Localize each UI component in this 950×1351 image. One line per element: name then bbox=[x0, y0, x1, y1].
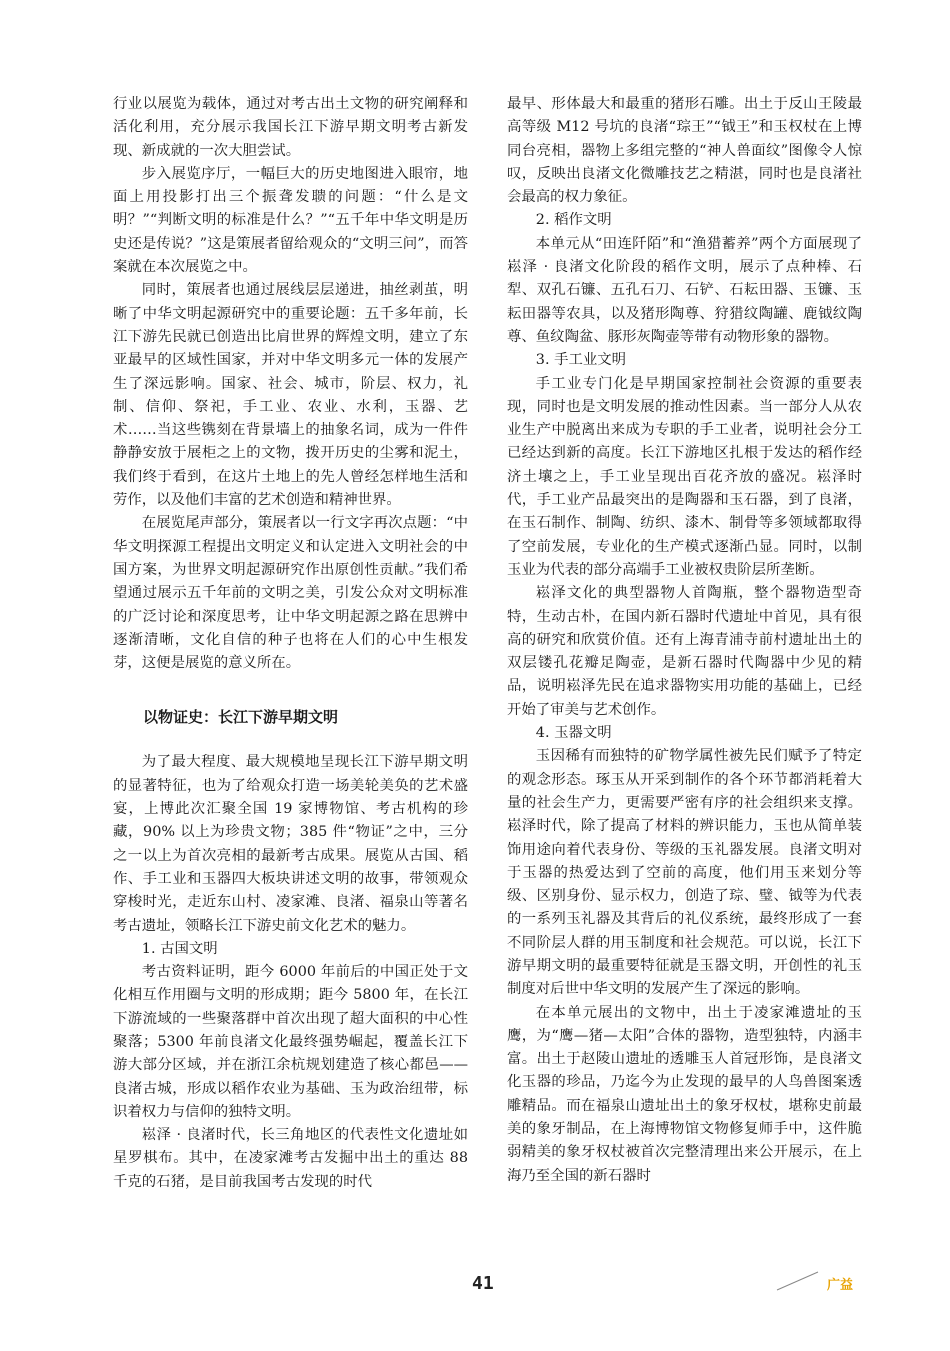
page-number: 41 bbox=[472, 1273, 494, 1294]
subheading: 2. 稻作文明 bbox=[535, 212, 612, 229]
subheading: 4. 玉器文明 bbox=[535, 725, 612, 742]
paragraph: 本单元从“田连阡陌”和“渔猎蓄养”两个方面展现了崧泽 · 良渚文化阶段的稻作文明，展示了点种棒、石犁、双孔石镰、五孔石刀、石铲、石耘田器、玉镰、玉耘田器等农具，以及猪形陶尊、狩猎纹陶罐、鹿钺纹陶尊、鱼纹陶盆、豚形灰陶壶等带有动物形象的器物。 bbox=[507, 235, 862, 345]
paragraph: 手工业专门化是早期国家控制社会资源的重要表现，同时也是文明发展的推动性因素。当一部分人从农业生产中脱离出来成为专职的手工业者，说明社会分工已经达到新的高度。长江下游地区扎根于发达的稻作经济土壤之上，手工业呈现出百花齐放的盛况。崧泽时代，手工业产品最突出的是陶器和玉石器，到了良渚，在玉石制作、制陶、纺织、漆木、制骨等多领域都取得了空前发展，专业化的生产模式逐渐凸显。同时，以制玉业为代表的部分高端手工业被权贵阶层所垄断。 bbox=[507, 375, 862, 578]
paragraph: 崧泽 · 良渚时代，长三角地区的代表性文化遗址如星罗棋布。其中，在凌家滩考古发掘中出土的重达 88 千克的石猪，是目前我国考古发现的时代 bbox=[113, 1127, 468, 1190]
subheading: 3. 手工业文明 bbox=[535, 352, 627, 369]
right-column bbox=[507, 93, 862, 1188]
paragraph: 玉因稀有而独特的矿物学属性被先民们赋予了特定的观念形态。琢玉从开采到制作的各个环节都消耗着大量的社会生产力，更需要严密有序的社会组织来支撑。崧泽时代，除了提高了材料的辨识能力，玉也从简单装饰用途向着代表身份、等级的玉礼器发展。良渚文明对于玉器的热爱达到了空前的高度，他们用玉来划分等级、区别身份、显示权力，创造了琮、璧、钺等为代表的一系列玉礼器及其背后的礼仪系统，最终形成了一套不同阶层人群的用玉制度和社会规范。可以说，长江下游早期文明的最重要特征就是玉器文明，开创性的礼玉制度对后世中华文明的发展产生了深远的影响。 bbox=[507, 748, 862, 998]
paragraph: 在本单元展出的文物中，出土于凌家滩遗址的玉鹰，为“鹰—猪—太阳”合体的器物，造型独特，内涵丰富。出土于赵陵山遗址的透雕玉人首冠形饰，是良渚文化玉器的珍品，乃迄今为止发现的最早的人鸟兽图案透雕精品。而在福泉山遗址出土的象牙权杖，堪称史前最美的象牙制品，在上海博物馆文物修复师手中，这件脆弱精美的象牙权杖被首次完整清理出来公开展示，在上海乃至全国的新石器时 bbox=[507, 1004, 862, 1184]
magazine-section-label: 广益 bbox=[827, 1278, 854, 1293]
paragraph: 为了最大程度、最大规模地呈现长江下游早期文明的显著特征，也为了给观众打造一场美轮美奂的艺术盛宴，上博此次汇聚全国 19 家博物馆、考古机构的珍藏，90% 以上为珍贵文物；385 件“物证”之中，三分之一以上为首次亮相的最新考古成果。展览从古国、稻作、手工业和玉器四大板块讲述文明的故事，带领观众穿梭时光，走近东山村、凌家滩、良渚、福泉山等著名考古遗址，领略长江下游史前文化艺术的魅力。 bbox=[113, 754, 468, 934]
section-heading: 以物证史：长江下游早期文明 bbox=[143, 708, 339, 727]
paragraph: 考古资料证明，距今 6000 年前后的中国正处于文化相互作用圈与文明的形成期；距今 5800 年，在长江下游流域的一些聚落群中首次出现了超大面积的中心性聚落；5300 年前良渚文化最终强势崛起，覆盖长江下游大部分区域，并在浙江余杭规划建造了核心都邑——良渚古城，形成以稻作农业为基础、玉为政治纽带，标识着权力与信仰的独特文明。 bbox=[113, 964, 468, 1120]
paragraph: 最早、形体最大和最重的猪形石雕。出土于反山王陵最高等级 M12 号坑的良渚“琮王”“钺王”和玉权杖在上博同台亮相，器物上多组完整的“神人兽面纹”图像令人惊叹，反映出良渚文化微雕技艺之精湛，同时也是良渚社会最高的权力象征。 bbox=[507, 96, 862, 206]
paragraph: 崧泽文化的典型器物人首陶瓶，整个器物造型奇特，生动古朴，在国内新石器时代遗址中首见，具有很高的研究和欣赏价值。还有上海青浦寺前村遗址出土的双层镂孔花瓣足陶壶，是新石器时代陶器中少见的精品，说明崧泽先民在追求器物实用功能的基础上，已经开始了审美与艺术创作。 bbox=[507, 585, 862, 718]
left-column bbox=[113, 93, 468, 1194]
slash-decoration-icon bbox=[775, 1270, 820, 1292]
paragraph: 行业以展览为载体，通过对考古出土文物的研究阐释和活化利用，充分展示我国长江下游早期文明考古新发现、新成就的一次大胆尝试。 bbox=[113, 96, 468, 159]
subheading: 1. 古国文明 bbox=[141, 940, 218, 957]
paragraph: 步入展览序厅，一幅巨大的历史地图进入眼帘，地面上用投影打出三个振聋发聩的问题：“什么是文明？”“判断文明的标准是什么？”“五千年中华文明是历史还是传说？”这是策展者留给观众的“文明三问”，而答案就在本次展览之中。 bbox=[113, 165, 468, 276]
paragraph: 在展览尾声部分，策展者以一行文字再次点题：“中华文明探源工程提出文明定义和认定进入文明社会的中国方案，为世界文明起源研究作出原创性贡献。”我们希望通过展示五千年前的文明之美，引发公众对文明标准的广泛讨论和深度思考，让中华文明起源之路在思辨中逐渐清晰，文化自信的种子也将在人们的心中生根发芽，这便是展览的意义所在。 bbox=[113, 515, 468, 672]
paragraph: 同时，策展者也通过展线层层递进，抽丝剥茧，明晰了中华文明起源研究中的重要论题：五千多年前，长江下游先民就已创造出比肩世界的辉煌文明，建立了东亚最早的区域性国家，并对中华文明多元一体的发展产生了深远影响。国家、社会、城市，阶层、权力，礼制、信仰、祭祀，手工业、农业、水利，玉器、艺术……当这些镌刻在背景墙上的抽象名词，成为一件件静静安放于展柜之上的文物，拨开历史的尘雾和泥土，我们终于看到，在这片土地上的先人曾经怎样地生活和劳作，以及他们丰富的艺术创造和精神世界。 bbox=[113, 282, 468, 509]
